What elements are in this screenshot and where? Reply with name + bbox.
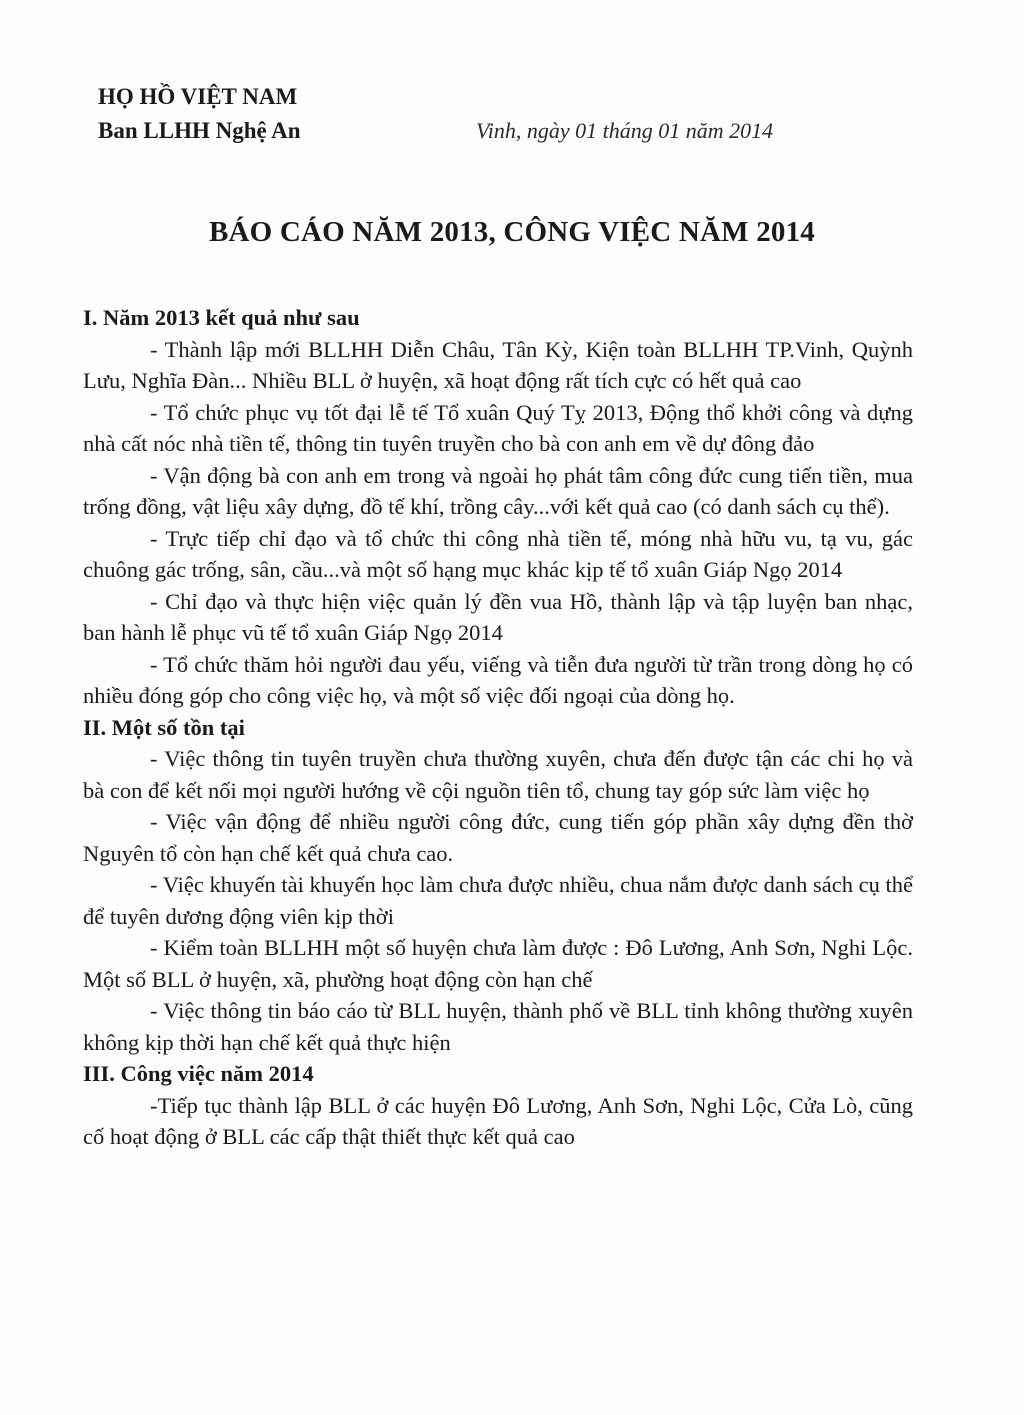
paragraph: - Việc khuyến tài khuyến học làm chưa được nhiều, chua nắm được danh sách cụ thể để tuyên dương động viên kịp thời: [83, 872, 913, 929]
organization-header: [98, 80, 301, 148]
paragraph: - Việc vận động để nhiều người công đức, cung tiến góp phần xây dựng đền thờ Nguyên tổ còn hạn chế kết quả chưa cao.: [83, 809, 913, 866]
paragraph: - Trực tiếp chỉ đạo và tổ chức thi công nhà tiền tế, móng nhà hữu vu, tạ vu, gác chuông gác trống, sân, cầu...và một số hạng mục khác kịp tế tổ xuân Giáp Ngọ 2014: [83, 525, 913, 582]
section-2: [83, 712, 913, 1059]
paragraph: - Kiểm toàn BLLHH một số huyện chưa làm được : Đô Lương, Anh Sơn, Nghi Lộc. Một số BLL ở huyện, xã, phường hoạt động còn hạn chế: [83, 935, 913, 992]
section-1: [83, 302, 913, 712]
section-heading: II. Một số tồn tại: [83, 714, 245, 740]
org-name: HỌ HỒ VIỆT NAM: [98, 84, 298, 109]
paragraph: - Vận động bà con anh em trong và ngoài họ phát tâm công đức cung tiến tiền, mua trống đồng, vật liệu xây dựng, đồ tế khí, trồng cây...với kết quả cao (có danh sách cụ thể).: [83, 462, 913, 519]
org-branch: Ban LLHH Nghệ An: [98, 118, 301, 143]
paragraph: - Tổ chức phục vụ tốt đại lễ tế Tổ xuân Quý Tỵ 2013, Động thổ khởi công và dựng nhà cất nóc nhà tiền tế, thông tin tuyên truyền cho bà con anh em về dự đông đảo: [83, 399, 913, 456]
document-title: BÁO CÁO NĂM 2013, CÔNG VIỆC NĂM 2014: [209, 216, 815, 248]
section-heading: I. Năm 2013 kết quả như sau: [83, 305, 360, 330]
paragraph: -Tiếp tục thành lập BLL ở các huyện Đô Lương, Anh Sơn, Nghi Lộc, Cửa Lò, cũng cố hoạt động ở BLL các cấp thật thiết thực kết quả cao: [83, 1092, 913, 1149]
paragraph: - Việc thông tin tuyên truyền chưa thường xuyên, chưa đến được tận các chi họ và bà con để kết nối mọi người hướng về cội nguồn tiên tổ, chung tay góp sức làm việc họ: [83, 746, 913, 803]
paragraph: - Việc thông tin báo cáo từ BLL huyện, thành phố về BLL tỉnh không thường xuyên không kịp thời hạn chế kết quả thực hiện: [83, 998, 913, 1055]
paragraph: - Chỉ đạo và thực hiện việc quản lý đền vua Hồ, thành lập và tập luyện ban nhạc, ban hành lễ phục vũ tế tổ xuân Giáp Ngọ 2014: [83, 588, 913, 645]
document-body: [83, 302, 913, 1153]
section-3: [83, 1058, 913, 1153]
section-heading: III. Công việc năm 2014: [83, 1061, 314, 1086]
paragraph: - Thành lập mới BLLHH Diễn Châu, Tân Kỳ, Kiện toàn BLLHH TP.Vinh, Quỳnh Lưu, Nghĩa Đàn... Nhiều BLL ở huyện, xã hoạt động rất tích cực có hết quả cao: [83, 336, 913, 393]
document-date: Vinh, ngày 01 tháng 01 năm 2014: [476, 118, 774, 143]
paragraph: - Tổ chức thăm hỏi người đau yếu, viếng và tiễn đưa người từ trần trong dòng họ có nhiều đóng góp cho công việc họ, và một số việc đối ngoại của dòng họ.: [83, 651, 913, 708]
